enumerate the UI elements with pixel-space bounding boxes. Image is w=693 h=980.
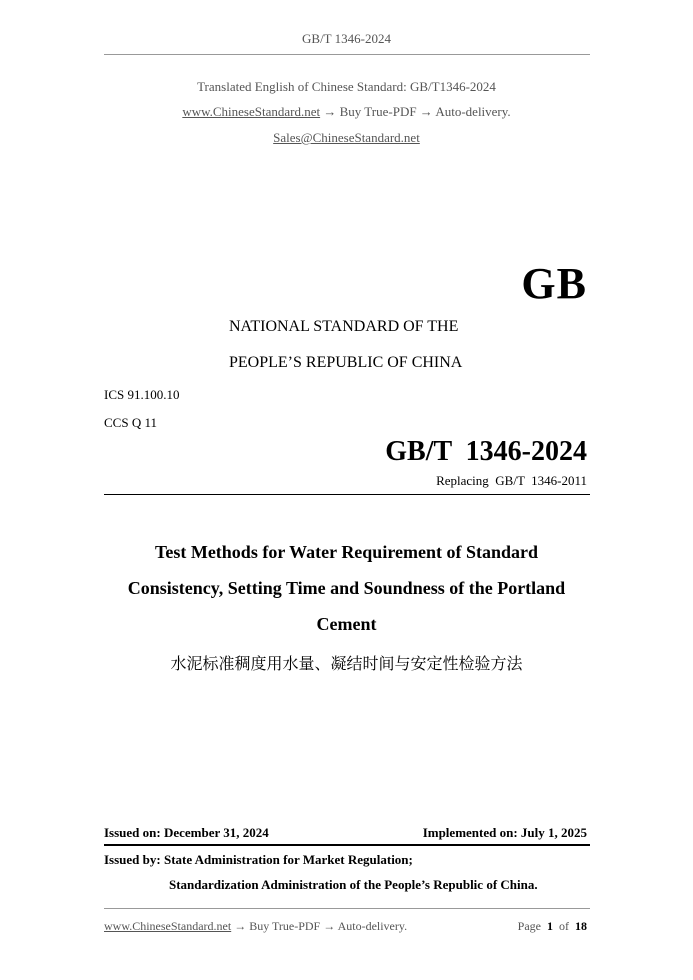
buy-text: → Buy True-PDF → Auto-delivery.	[320, 104, 511, 119]
gb-logo: GB	[521, 259, 587, 308]
ccs-code: CCS Q 11	[104, 415, 157, 430]
chinese-title: 水泥标准稠度用水量、凝结时间与安定性检验方法	[170, 654, 523, 673]
footer-divider	[104, 908, 590, 909]
title-line-3: Cement	[316, 614, 377, 634]
sales-email-link[interactable]: Sales@ChineseStandard.net	[273, 130, 420, 145]
replacing-note: Replacing GB/T 1346-2011	[436, 473, 587, 488]
national-standard-line-2: PEOPLE’S REPUBLIC OF CHINA	[229, 354, 463, 371]
title-line-2: Consistency, Setting Time and Soundness of the Portland	[127, 578, 566, 598]
header-divider	[104, 54, 590, 55]
page-total: 18	[575, 919, 587, 933]
issue-divider	[104, 844, 590, 846]
footer-buy-line	[104, 919, 407, 934]
page-indicator	[518, 919, 587, 934]
page-current: 1	[547, 919, 553, 933]
sales-line	[0, 130, 693, 146]
page-label: Page	[517, 919, 541, 933]
footer-buy-text: → Buy True-PDF → Auto-delivery.	[231, 919, 408, 933]
running-header: GB/T 1346-2024	[302, 31, 391, 46]
footer-site-link[interactable]: www.ChineseStandard.net	[104, 919, 232, 933]
issued-by: Issued by: State Administration for Market Regulation;	[104, 852, 413, 867]
issued-by-second-authority: Standardization Administration of the People’s Republic of China.	[169, 877, 538, 892]
national-standard-line-1: NATIONAL STANDARD OF THE	[229, 318, 459, 335]
site-link[interactable]: www.ChineseStandard.net	[182, 104, 321, 119]
intro-buy-line	[0, 104, 693, 120]
title-line-1: Test Methods for Water Requirement of Standard	[154, 542, 538, 562]
implemented-on-date: Implemented on: July 1, 2025	[422, 825, 587, 840]
standard-number-divider	[104, 494, 590, 495]
translated-line: Translated English of Chinese Standard: GB/T1346-2024	[197, 79, 496, 94]
issued-on-date: Issued on: December 31, 2024	[104, 825, 269, 840]
page-of: of	[559, 919, 569, 933]
ics-code: ICS 91.100.10	[104, 387, 180, 402]
standard-number: GB/T 1346-2024	[385, 436, 587, 467]
